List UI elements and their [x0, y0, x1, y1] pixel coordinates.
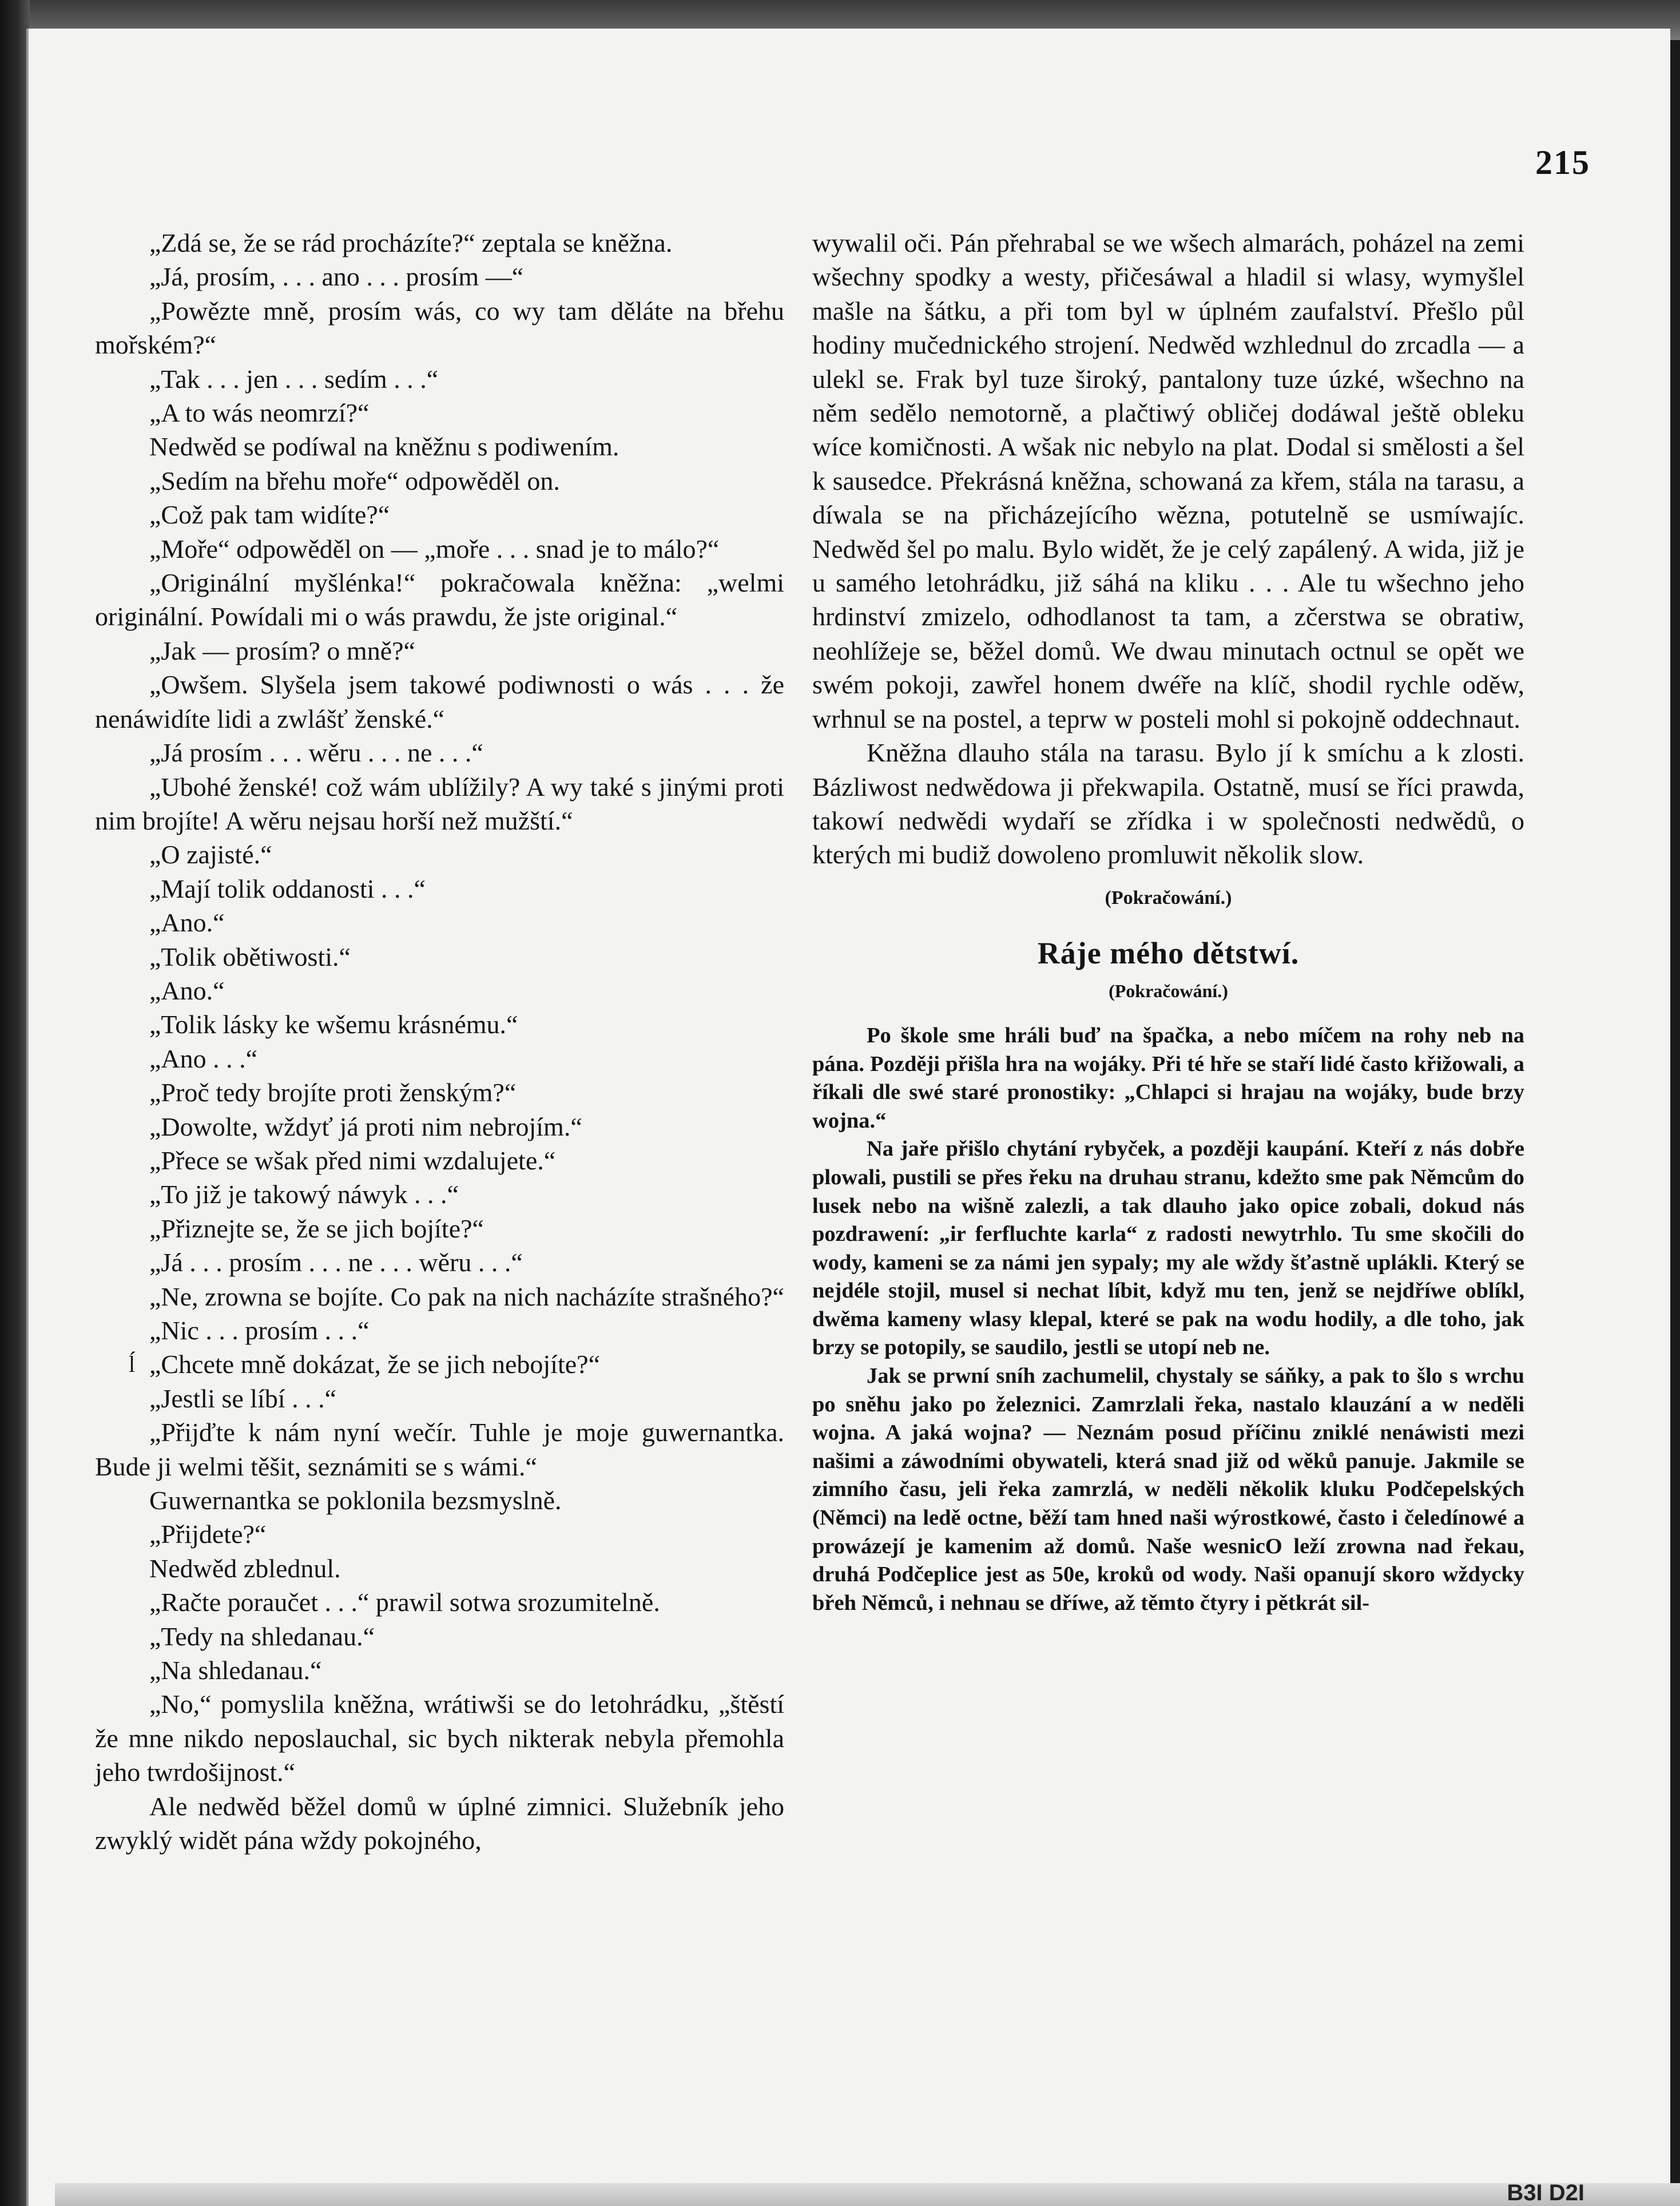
paragraph: Nedwěd zblednul.: [149, 1553, 341, 1583]
margin-mark: ĺ: [129, 1351, 136, 1378]
paragraph: „Sedím na břehu moře“ odpowěděl on.: [149, 466, 560, 495]
right-column: [812, 226, 1524, 1617]
scan-binding-edge: [0, 0, 30, 2206]
signature-marks: B3I D2I: [1507, 2180, 1584, 2205]
paragraph: „Přece se wšak před nimi wzdalujete.“: [149, 1145, 556, 1175]
paragraph: „No,“ pomyslila kněžna, wrátiwši se do letohrádku, „štěstí že mne nikdo neposlauchal, sic bych nikterak nebyla přemohla jeho twrdošijnost.“: [95, 1689, 784, 1787]
paragraph: „Mají tolik oddanosti . . .“: [149, 874, 426, 903]
paragraph: „Tedy na shledanau.“: [149, 1621, 375, 1651]
paragraph: Na jaře přišlo chytání rybyček, a později kaupání. Kteří z nás dobře plowali, pustili se přes řeku na druhau stranu, kdežto sme pak Němcům do lusek nebo na wišně zalezli, a tak dlauho jako opice zobali, dokud nás pozdrawení: „ir ferfluchte karla“ z radosti newytrhlo. Tu sme skočili do wody, kameni se za námi jen sypaly; my ale wždy šťastně uplákli. Který se nejdéle stojil, musel si nechat líbit, když mu ten, jenž se nejdříwe oblíkl, dwěma kameny wlasy klepal, které se pak na wodu hodily, a dle toho, jak brzy se potopily, se saudilo, jestli se utopí neb ne.: [812, 1137, 1524, 1360]
paragraph: wywalil oči. Pán přehrabal se we wšech almarách, poházel na zemi wšechny spodky a westy, přičesáwal a hladil si wlasy, wymyšlel mašle na šátku, a při tom byl w úplném zaufalství. Přešlo půl hodiny mučednického strojení. Nedwěd wzhlednul do zrcadla — a ulekl se. Frak byl tuze široký, pantalony tuze úzké, wšechno na něm sedělo nemotorně, a plačtiwý obličej dodáwal ještě obleku wíce komičnosti. A wšak nic nebylo na plat. Dodal si smělosti a šel k sausedce. Překrásná kněžna, schowaná za křem, stála na tarasu, a díwala se na přicházejícího wězna, potutelně se usmíwajíc. Nedwěd šel po malu. Bylo widět, že je celý zapálený. A wida, již je u samého letohrádku, již sáhá na kliku . . . Ale tu wšechno jeho hrdinství zmizelo, odhodlanost ta tam, a zčerstwa se obratiw, neohlížeje se, běžel domů. We dwau minutach octnul se opět we swém pokoji, zawřel honem dwéře na klíč, shodil rychle oděw, wrhnul se na postel, a teprw w posteli mohl si pokojně oddechnaut.: [812, 228, 1524, 733]
paragraph: „Proč tedy brojíte proti ženským?“: [149, 1078, 517, 1108]
paragraph: „Tolik lásky ke wšemu krásnému.“: [149, 1010, 518, 1039]
paragraph: „Ano.“: [149, 908, 225, 938]
paragraph: Kněžna dlauho stála na tarasu. Bylo jí k smíchu a k zlosti. Bázliwost nedwědowa ji překwapila. Ostatně, musí se říci prawda, takowí nedwědi wydaří se zřídka i w společnosti nedwědů, o kterých mi budiž dowoleno promluwit několik slow.: [812, 738, 1524, 870]
paragraph: Guwernantka se poklonila bezsmyslně.: [149, 1486, 562, 1515]
paragraph: „Ne, zrowna se bojíte. Co pak na nich nacházíte strašného?“: [149, 1281, 784, 1311]
left-column: [95, 226, 784, 1858]
paragraph: „Jak — prosím? o mně?“: [149, 636, 415, 665]
scan-edge-bottom: [55, 2183, 1680, 2206]
continued-note: (Pokračowání.): [1105, 887, 1232, 908]
paragraph: „Tolik obětiwosti.“: [149, 942, 351, 971]
paragraph: „Owšem. Slyšela jsem takowé podiwnosti o wás . . . že nenáwidíte lidi a zwlášť ženské.“: [95, 670, 784, 733]
page-number: 215: [1535, 144, 1590, 181]
document-page: [26, 29, 1670, 2206]
paragraph: „Ano . . .“: [149, 1044, 258, 1073]
paragraph: Po škole sme hráli buď na špačka, a nebo míčem na rohy neb na pána. Později přišla hra na wojáky. Při té hře se staří lidé často křižowali, a říkali dle swé staré pronostiky: „Chlapci si hrajau na wojáky, bude brzy wojna.“: [812, 1023, 1524, 1133]
paragraph: „Dowolte, wždyť já proti nim nebrojím.“: [149, 1112, 582, 1141]
paragraph: „O zajisté.“: [149, 840, 272, 870]
article-heading: Ráje mého dětstwí.: [1037, 936, 1300, 971]
paragraph: „Přijdete?“: [149, 1519, 267, 1549]
paragraph: „Přijďte k nám nyní wečír. Tuhle je moje guwernantka. Bude ji welmi těšit, seznámiti se s wámi.“: [95, 1418, 784, 1481]
paragraph: Ale nedwěd běžel domů w úplné zimnici. Služebník jeho zwyklý widět pána wždy pokojného,: [95, 1791, 784, 1855]
paragraph: „Což pak tam widíte?“: [149, 500, 390, 530]
paragraph-text: „Chcete mně dokázat, že se jich nebojíte?“: [149, 1350, 600, 1379]
paragraph: „Jestli se líbí . . .“: [149, 1383, 337, 1413]
paragraph: „Já prosím . . . wěru . . . ne . . .“: [149, 738, 483, 768]
paragraph: „Já . . . prosím . . . ne . . . wěru . . .“: [149, 1248, 523, 1277]
paragraph: „Ano.“: [149, 975, 225, 1005]
paragraph: „Originální myšlénka!“ pokračowala kněžna: „welmi originální. Powídali mi o wás prawdu, že jste original.“: [95, 568, 784, 632]
paragraph: Nedwěd se podíwal na kněžnu s podiwením.: [149, 432, 619, 462]
paragraph: „Zdá se, že se rád procházíte?“ zeptala se kněžna.: [149, 228, 673, 257]
paragraph: „Já, prosím, . . . ano . . . prosím —“: [149, 262, 524, 292]
paragraph: „Tak . . . jen . . . sedím . . .“: [149, 364, 439, 394]
paragraph: „Přiznejte se, že se jich bojíte?“: [149, 1213, 484, 1243]
paragraph: „Račte poraučet . . .“ prawil sotwa srozumitelně.: [149, 1588, 660, 1617]
paragraph: „To již je takowý náwyk . . .“: [149, 1180, 459, 1209]
article-body: [812, 1022, 1524, 1617]
paragraph: „Powězte mně, prosím wás, co wy tam děláte na břehu mořském?“: [95, 296, 784, 360]
paragraph: „Nic . . . prosím . . .“: [149, 1316, 370, 1345]
paragraph: „Ubohé ženské! což wám ublížily? A wy také s jinými proti nim brojíte! A wěru nejsau horší než mužští.“: [95, 772, 784, 835]
paragraph: Jak se prwní sníh zachumelil, chystaly se sáňky, a pak to šlo s wrchu po sněhu jako po železnici. Zamrzlali řeka, nastalo klauzání a w neděli wojna. A jaká wojna? — Neznám posud příčinu zniklé nenáwisti mezi našimi a záwodními obywateli, která snad již od wěků panuje. Jakmile se zimního času, jeli řeka zamrzlá, w neděli několik kluku Podčepelských (Němci) na ledě octne, běží tam hned naši wýrostkowé, často i čeledínowé a prowázejí je kamenim až domů. Naše wesnicO leží zrowna nad řekau, druhá Podčeplice jest as 50e, kroků od wody. Naši opanují skoro wždycky břeh Němců, i nehnau se dříwe, až těmto čtyry i pětkrát sil-: [812, 1364, 1524, 1615]
paragraph: „Moře“ odpowěděl on — „moře . . . snad je to málo?“: [149, 534, 720, 564]
paragraph: „A to wás neomrzí?“: [149, 398, 370, 428]
paragraph: [95, 1347, 784, 1381]
paragraph: „Na shledanau.“: [149, 1656, 322, 1685]
continued-note: (Pokračowání.): [1109, 980, 1228, 1001]
